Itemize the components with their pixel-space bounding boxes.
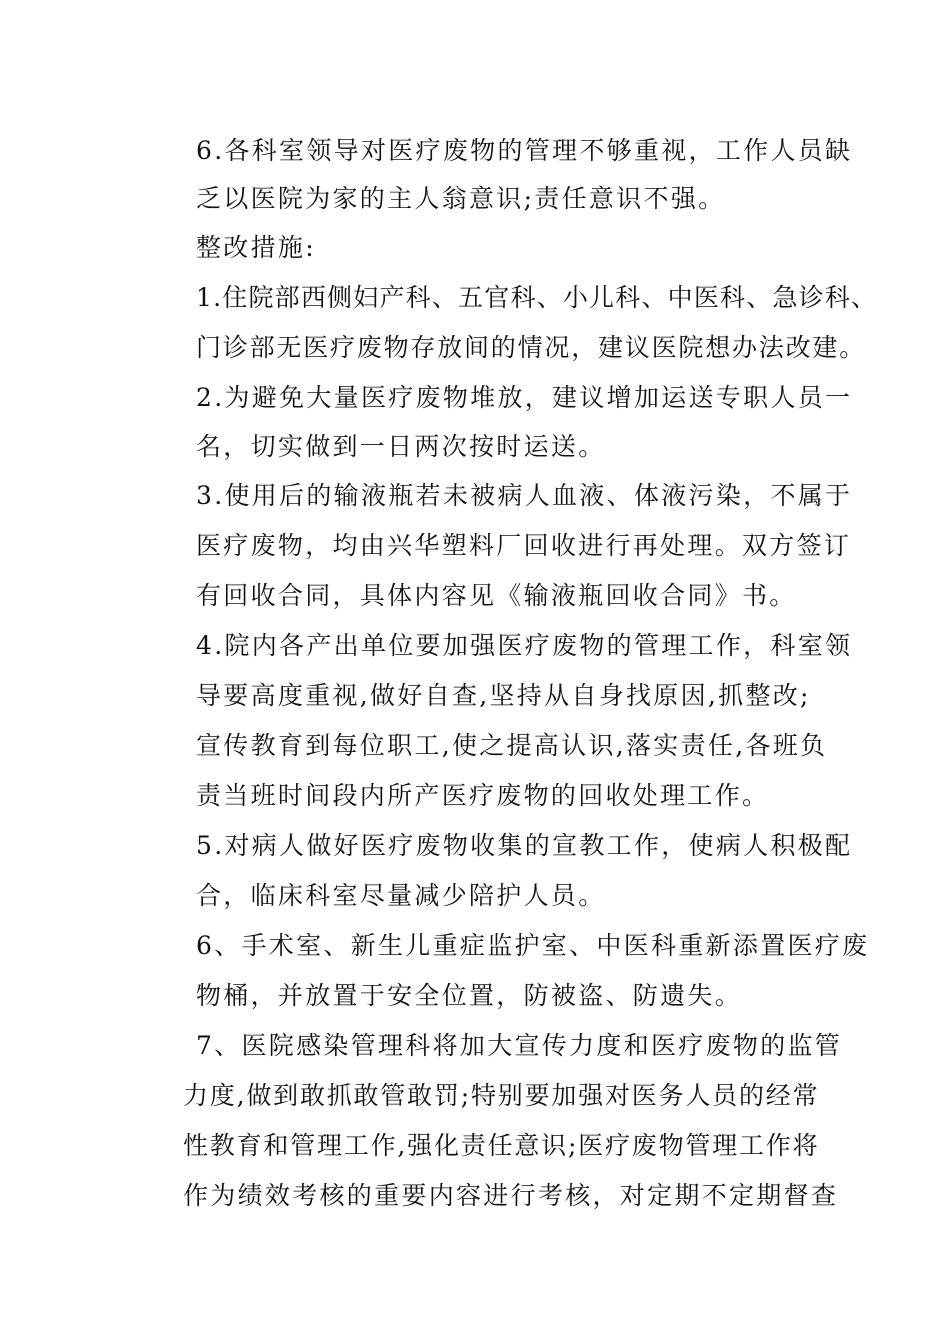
section-heading-rectification-measures: 整改措施: (196, 233, 316, 262)
measure-4-line-3: 宣传教育到每位职工,使之提高认识,落实责任,各班负 (196, 731, 828, 760)
measure-2-line-2: 名，切实做到一日两次按时运送。 (196, 432, 606, 461)
measure-7-line-1: 7、医院感染管理科将加大宣传力度和医疗废物的监管 (196, 1031, 843, 1060)
measure-4-line-1: 4.院内各产出单位要加强医疗废物的管理工作，科室领 (196, 631, 853, 660)
measure-7-line-2: 力度,做到敢抓敢管敢罚;特别要加强对医务人员的经常 (183, 1081, 820, 1110)
measure-1-line-1: 1.住院部西侧妇产科、五官科、小儿科、中医科、急诊科、 (196, 283, 878, 312)
measure-4-line-4: 责当班时间段内所产医疗废物的回收处理工作。 (196, 781, 770, 810)
measure-4-line-2: 导要高度重视,做好自查,坚持从自身找原因,抓整改; (196, 681, 811, 710)
measure-3-line-2: 医疗废物，均由兴华塑料厂回收进行再处理。双方签订 (196, 531, 852, 560)
measure-7-line-3: 性教育和管理工作,强化责任意识;医疗废物管理工作将 (183, 1131, 820, 1160)
measure-5-line-2: 合，临床科室尽量减少陪护人员。 (196, 881, 606, 910)
paragraph-6-line-2: 乏以医院为家的主人翁意识;责任意识不强。 (196, 184, 726, 213)
paragraph-6-line-1: 6.各科室领导对医疗废物的管理不够重视，工作人员缺 (196, 136, 853, 165)
measure-3-line-1: 3.使用后的输液瓶若未被病人血液、体液污染，不属于 (196, 481, 853, 510)
measure-2-line-1: 2.为避免大量医疗废物堆放，建议增加运送专职人员一 (196, 383, 853, 412)
measure-3-line-3: 有回收合同，具体内容见《输液瓶回收合同》书。 (196, 581, 797, 610)
measure-1-line-2: 门诊部无医疗废物存放间的情况，建议医院想办法改建。 (196, 333, 867, 362)
measure-6-line-1: 6、手术室、新生儿重症监护室、中医科重新添置医疗废 (196, 931, 870, 960)
measure-6-line-2: 物桶，并放置于安全位置，防被盗、防遗失。 (196, 981, 743, 1010)
measure-7-line-4: 作为绩效考核的重要内容进行考核，对定期不定期督查 (183, 1181, 839, 1210)
measure-5-line-1: 5.对病人做好医疗废物收集的宣教工作，使病人积极配 (196, 831, 853, 860)
